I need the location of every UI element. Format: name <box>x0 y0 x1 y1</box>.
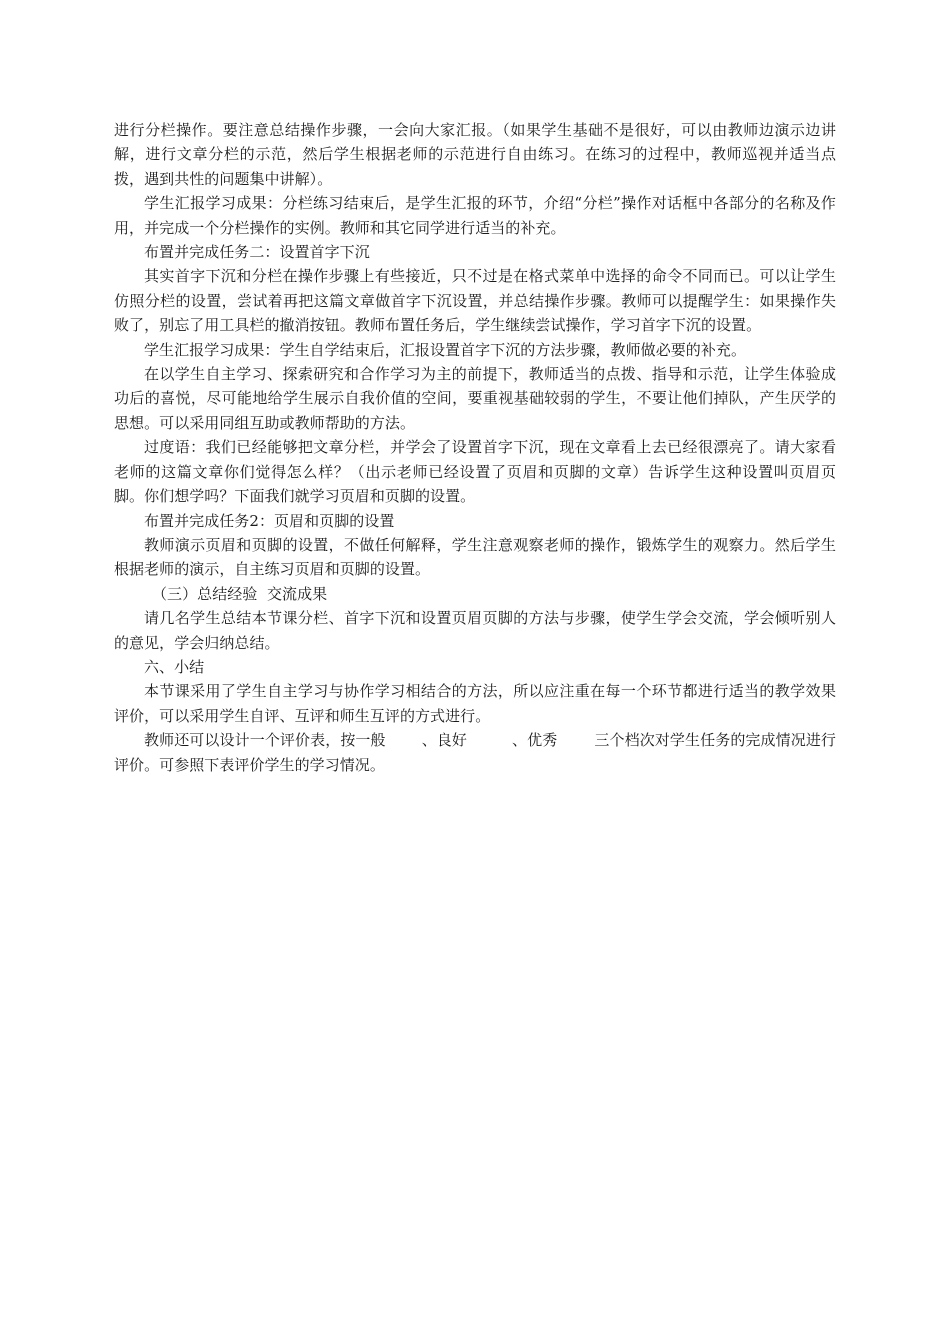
paragraph-report-columns: 学生汇报学习成果：分栏练习结束后，是学生汇报的环节，介绍“分栏”操作对话框中各部分的名称及作用，并完成一个分栏操作的实例。教师和其它同学进行适当的补充。 <box>114 194 836 237</box>
eval-text-part1: 教师还可以设计一个评价表，按一般 <box>144 731 386 750</box>
eval-text-part4: 三个档次对学生任务的完成情况进行评价。可参照下表评价学生的学习情况。 <box>114 731 836 774</box>
paragraph-task-two-heading: 布置并完成任务二：设置首字下沉 <box>144 243 370 262</box>
eval-text-part3: 、优秀 <box>512 731 558 750</box>
paragraph-section-three-heading: （三）总结经验 交流成果 <box>152 584 328 603</box>
paragraph-summary-exchange: 请几名学生总结本节课分栏、首字下沉和设置页眉页脚的方法与步骤，使学生学会交流，学会倾听别人的意见，学会归纳总结。 <box>114 609 836 652</box>
paragraph-drop-cap-instructions: 其实首字下沉和分栏在操作步骤上有些接近，只不过是在格式菜单中选择的命令不同而已。可以让学生仿照分栏的设置，尝试着再把这篇文章做首字下沉设置，并总结操作步骤。教师可以提醒学生：如果操作失败了，别忘了用工具栏的撤消按钮。教师布置任务后，学生继续尝试操作，学习首字下沉的设置。 <box>114 267 836 335</box>
paragraph-section-six-heading: 六、小结 <box>144 657 205 676</box>
paragraph-header-footer-demo: 教师演示页眉和页脚的设置，不做任何解释，学生注意观察老师的操作，锻炼学生的观察力。然后学生根据老师的演示，自主练习页眉和页脚的设置。 <box>114 535 836 579</box>
paragraph-report-drop-cap: 学生汇报学习成果：学生自学结束后，汇报设置首字下沉的方法步骤，教师做必要的补充。 <box>144 340 747 359</box>
paragraph-continued-column-practice: 进行分栏操作。要注意总结操作步骤，一会向大家汇报。（如果学生基础不是很好，可以由教师边演示边讲解，进行文章分栏的示范，然后学生根据老师的示范进行自由练习。在练习的过程中，教师巡视并适当点拨，遇到共性的问题集中讲解）。 <box>114 121 836 188</box>
eval-text-part2: 、良好 <box>421 731 467 750</box>
paragraph-evaluation-table <box>114 728 836 777</box>
document-body <box>114 118 836 777</box>
paragraph-self-learning: 在以学生自主学习、探索研究和合作学习为主的前提下，教师适当的点拨、指导和示范，让学生体验成功后的喜悦，尽可能地给学生展示自我价值的空间，要重视基础较弱的学生，不要让他们掉队，产生厌学的思想。可以采用同组互助或教师帮助的方法。 <box>114 365 836 432</box>
paragraph-transition: 过度语：我们已经能够把文章分栏，并学会了设置首字下沉，现在文章看上去已经很漂亮了。请大家看老师的这篇文章你们觉得怎么样？（出示老师已经设置了页眉和页脚的文章）告诉学生这种设置叫页眉页脚。你们想学吗？下面我们就学习页眉和页脚的设置。 <box>114 438 836 506</box>
paragraph-task-header-footer-heading: 布置并完成任务2：页眉和页脚的设置 <box>144 511 395 530</box>
paragraph-evaluation-method: 本节课采用了学生自主学习与协作学习相结合的方法，所以应注重在每一个环节都进行适当的教学效果评价，可以采用学生自评、互评和师生互评的方式进行。 <box>114 682 836 725</box>
